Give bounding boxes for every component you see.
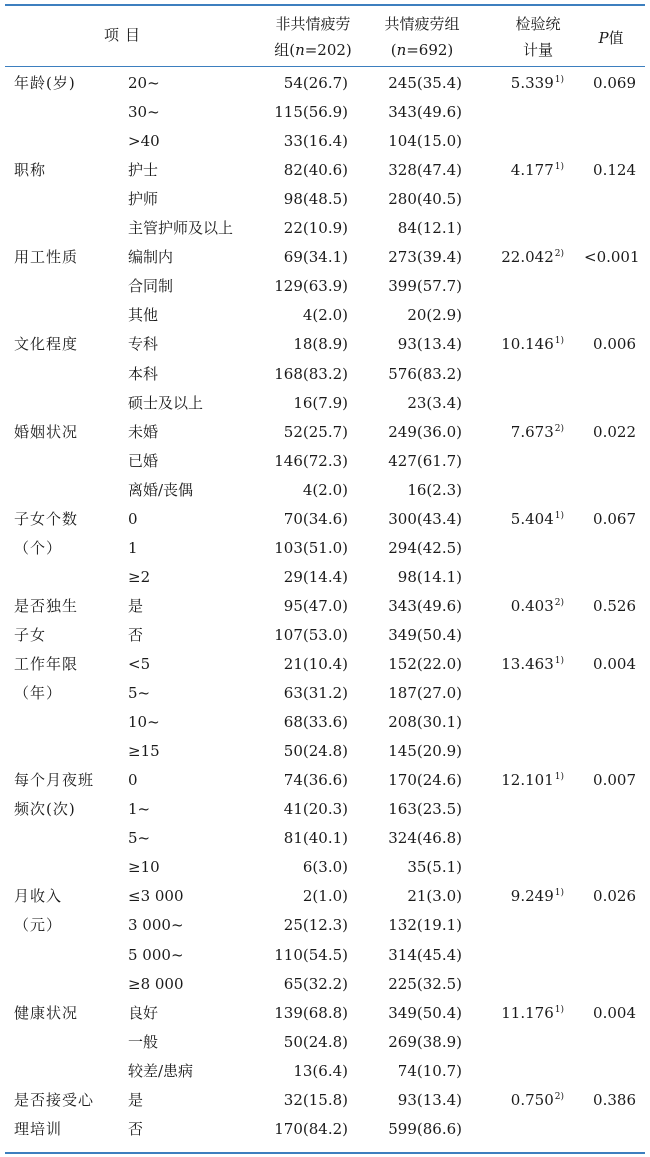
row-category: 较差/患病 (128, 1062, 194, 1080)
row-fatigue-count: 225(32.5) (388, 975, 462, 993)
row-test-statistic (492, 596, 564, 616)
header-item: 项目 (103, 26, 146, 44)
row-p-value: 0.004 (593, 1004, 636, 1022)
row-category: ≥10 (128, 858, 160, 876)
test-statistic-footnote: 1) (554, 511, 564, 521)
row-test-statistic (492, 73, 564, 93)
row-fatigue-count: 74(10.7) (397, 1062, 462, 1080)
row-category: ≥15 (128, 742, 160, 760)
row-non-fatigue-count: 168(83.2) (274, 365, 348, 383)
row-category: 5~ (128, 684, 151, 702)
table-header-rule (5, 66, 645, 67)
row-non-fatigue-count: 21(10.4) (283, 655, 348, 673)
row-category: 编制内 (128, 248, 174, 266)
row-non-fatigue-count: 32(15.8) (283, 1091, 348, 1109)
row-p-value: <0.001 (584, 248, 640, 266)
row-p-value: 0.006 (593, 335, 636, 353)
row-item-label: 子女 (14, 626, 47, 644)
row-fatigue-count: 104(15.0) (388, 132, 462, 150)
header-group2-line1: 共情疲劳组 (384, 15, 460, 33)
table-top-rule (5, 4, 645, 6)
row-fatigue-count: 20(2.9) (407, 306, 462, 324)
row-category: 1 (128, 539, 138, 557)
table-bottom-rule (5, 1152, 645, 1154)
row-category: 否 (128, 626, 144, 644)
test-statistic-value: 10.146 (501, 335, 554, 353)
row-non-fatigue-count: 13(6.4) (293, 1062, 348, 1080)
row-item-label: 理培训 (14, 1120, 63, 1138)
row-category: 良好 (128, 1004, 159, 1022)
row-non-fatigue-count: 54(26.7) (283, 74, 348, 92)
row-fatigue-count: 152(22.0) (388, 655, 462, 673)
row-fatigue-count: 599(86.6) (388, 1120, 462, 1138)
test-statistic-value: 11.176 (501, 1004, 554, 1022)
header-p-value (582, 28, 640, 48)
test-statistic-value: 7.673 (510, 423, 554, 441)
row-fatigue-count: 93(13.4) (397, 1091, 462, 1109)
row-category: 本科 (128, 365, 159, 383)
row-fatigue-count: 187(27.0) (388, 684, 462, 702)
header-group1-line2 (258, 40, 368, 60)
row-test-statistic (492, 1090, 564, 1110)
row-fatigue-count: 23(3.4) (407, 394, 462, 412)
row-fatigue-count: 324(46.8) (388, 829, 462, 847)
row-category: >40 (128, 132, 160, 150)
row-item-label: 文化程度 (14, 335, 79, 353)
row-non-fatigue-count: 139(68.8) (274, 1004, 348, 1022)
test-statistic-footnote: 1) (554, 336, 564, 346)
row-test-statistic (492, 334, 564, 354)
row-non-fatigue-count: 25(12.3) (283, 916, 348, 934)
row-fatigue-count: 427(61.7) (388, 452, 462, 470)
header-p-italic: P (598, 29, 609, 47)
test-statistic-value: 13.463 (501, 655, 554, 673)
row-non-fatigue-count: 50(24.8) (283, 742, 348, 760)
row-fatigue-count: 21(3.0) (407, 887, 462, 905)
row-category: 护师 (128, 190, 159, 208)
test-statistic-value: 5.339 (510, 74, 554, 92)
row-test-statistic (492, 886, 564, 906)
row-item-label: 健康状况 (14, 1004, 79, 1022)
row-item-label: 是否独生 (14, 597, 79, 615)
test-statistic-footnote: 1) (554, 772, 564, 782)
row-item-label: 子女个数 (14, 510, 79, 528)
row-category: 3 000~ (128, 916, 184, 934)
row-p-value: 0.526 (593, 597, 636, 615)
row-fatigue-count: 576(83.2) (388, 365, 462, 383)
header-group1-line1: 非共情疲劳 (275, 15, 351, 33)
row-non-fatigue-count: 6(3.0) (302, 858, 348, 876)
row-category: 硕士及以上 (128, 394, 204, 412)
row-category: 30~ (128, 103, 160, 121)
row-category: ≥2 (128, 568, 151, 586)
row-non-fatigue-count: 82(40.6) (283, 161, 348, 179)
header-group2-n: n (396, 41, 407, 59)
row-non-fatigue-count: 52(25.7) (283, 423, 348, 441)
row-item-label: 年龄(岁) (14, 74, 76, 92)
row-fatigue-count: 343(49.6) (388, 597, 462, 615)
test-statistic-footnote: 1) (554, 1005, 564, 1015)
row-item-label: 月收入 (14, 887, 63, 905)
row-fatigue-count: 249(36.0) (388, 423, 462, 441)
row-non-fatigue-count: 129(63.9) (274, 277, 348, 295)
row-p-value: 0.026 (593, 887, 636, 905)
row-fatigue-count: 300(43.4) (388, 510, 462, 528)
row-category: <5 (128, 655, 151, 673)
header-group1-n: n (295, 41, 305, 59)
row-p-value: 0.004 (593, 655, 636, 673)
row-non-fatigue-count: 107(53.0) (274, 626, 348, 644)
row-category: ≥8 000 (128, 975, 184, 993)
row-category: 未婚 (128, 423, 159, 441)
row-non-fatigue-count: 16(7.9) (293, 394, 348, 412)
row-test-statistic (492, 160, 564, 180)
row-non-fatigue-count: 170(84.2) (274, 1120, 348, 1138)
test-statistic-footnote: 2) (554, 424, 564, 434)
row-category: 否 (128, 1120, 144, 1138)
row-non-fatigue-count: 95(47.0) (283, 597, 348, 615)
row-item-label: 频次(次) (14, 800, 76, 818)
test-statistic-footnote: 1) (554, 888, 564, 898)
row-category: 合同制 (128, 277, 174, 295)
row-non-fatigue-count: 4(2.0) (302, 481, 348, 499)
row-fatigue-count: 273(39.4) (388, 248, 462, 266)
row-fatigue-count: 145(20.9) (388, 742, 462, 760)
test-statistic-footnote: 1) (554, 656, 564, 666)
row-category: 护士 (128, 161, 159, 179)
row-non-fatigue-count: 29(14.4) (283, 568, 348, 586)
row-fatigue-count: 328(47.4) (388, 161, 462, 179)
row-fatigue-count: 170(24.6) (388, 771, 462, 789)
row-category: 5 000~ (128, 946, 184, 964)
test-statistic-value: 0.750 (510, 1091, 554, 1109)
row-non-fatigue-count: 65(32.2) (283, 975, 348, 993)
row-category: 专科 (128, 335, 159, 353)
row-item-label: 是否接受心 (14, 1091, 95, 1109)
row-non-fatigue-count: 2(1.0) (302, 887, 348, 905)
row-item-label: 工作年限 (14, 655, 79, 673)
row-fatigue-count: 93(13.4) (397, 335, 462, 353)
header-group1-prefix: 组( (274, 41, 296, 59)
test-statistic-footnote: 2) (554, 598, 564, 608)
row-fatigue-count: 343(49.6) (388, 103, 462, 121)
row-non-fatigue-count: 115(56.9) (274, 103, 348, 121)
test-statistic-value: 5.404 (510, 510, 554, 528)
row-fatigue-count: 294(42.5) (388, 539, 462, 557)
row-item-label: （元） (14, 916, 63, 934)
test-statistic-value: 22.042 (501, 248, 554, 266)
row-category: 是 (128, 597, 144, 615)
row-item-label: 用工性质 (14, 248, 79, 266)
row-fatigue-count: 399(57.7) (388, 277, 462, 295)
row-fatigue-count: 84(12.1) (397, 219, 462, 237)
row-category: 5~ (128, 829, 151, 847)
row-category: 20~ (128, 74, 160, 92)
row-fatigue-count: 314(45.4) (388, 946, 462, 964)
row-category: 已婚 (128, 452, 159, 470)
header-group2-prefix: ( (390, 41, 397, 59)
row-non-fatigue-count: 74(36.6) (283, 771, 348, 789)
row-fatigue-count: 132(19.1) (388, 916, 462, 934)
row-item-label: （个） (14, 539, 63, 557)
row-p-value: 0.067 (593, 510, 636, 528)
row-p-value: 0.386 (593, 1091, 636, 1109)
row-test-statistic (492, 1003, 564, 1023)
row-non-fatigue-count: 146(72.3) (274, 452, 348, 470)
row-item-label: 职称 (14, 161, 47, 179)
row-test-statistic (492, 770, 564, 790)
header-group2-suffix: =692) (406, 41, 454, 59)
test-statistic-footnote: 1) (554, 162, 564, 172)
row-fatigue-count: 163(23.5) (388, 800, 462, 818)
row-non-fatigue-count: 110(54.5) (274, 946, 348, 964)
test-statistic-value: 12.101 (501, 771, 554, 789)
row-category: 离婚/丧偶 (128, 481, 194, 499)
row-fatigue-count: 16(2.3) (407, 481, 462, 499)
row-fatigue-count: 349(50.4) (388, 626, 462, 644)
row-fatigue-count: 208(30.1) (388, 713, 462, 731)
row-non-fatigue-count: 41(20.3) (283, 800, 348, 818)
test-statistic-value: 4.177 (510, 161, 554, 179)
row-p-value: 0.022 (593, 423, 636, 441)
row-non-fatigue-count: 4(2.0) (302, 306, 348, 324)
row-fatigue-count: 269(38.9) (388, 1033, 462, 1051)
row-category: 1~ (128, 800, 151, 818)
row-non-fatigue-count: 22(10.9) (283, 219, 348, 237)
test-statistic-footnote: 1) (554, 75, 564, 85)
header-group2-line2 (372, 40, 472, 60)
row-test-statistic (492, 422, 564, 442)
row-item-label: 婚姻状况 (14, 423, 79, 441)
row-non-fatigue-count: 50(24.8) (283, 1033, 348, 1051)
row-fatigue-count: 35(5.1) (407, 858, 462, 876)
header-stat-line1: 检验统 (515, 15, 561, 33)
row-non-fatigue-count: 18(8.9) (293, 335, 348, 353)
header-group1-suffix: =202) (304, 41, 352, 59)
row-p-value: 0.124 (593, 161, 636, 179)
row-category: 主管护师及以上 (128, 219, 234, 237)
row-p-value: 0.007 (593, 771, 636, 789)
row-category: 一般 (128, 1033, 159, 1051)
row-non-fatigue-count: 69(34.1) (283, 248, 348, 266)
row-category: ≤3 000 (128, 887, 184, 905)
row-non-fatigue-count: 68(33.6) (283, 713, 348, 731)
row-non-fatigue-count: 33(16.4) (283, 132, 348, 150)
row-category: 0 (128, 510, 138, 528)
row-fatigue-count: 280(40.5) (388, 190, 462, 208)
row-fatigue-count: 349(50.4) (388, 1004, 462, 1022)
test-statistic-footnote: 2) (554, 249, 564, 259)
row-category: 是 (128, 1091, 144, 1109)
row-test-statistic (492, 247, 564, 267)
row-non-fatigue-count: 98(48.5) (283, 190, 348, 208)
row-fatigue-count: 98(14.1) (397, 568, 462, 586)
row-category: 其他 (128, 306, 159, 324)
row-test-statistic (492, 654, 564, 674)
header-p-label: 值 (608, 29, 624, 47)
row-item-label: （年） (14, 684, 63, 702)
row-p-value: 0.069 (593, 74, 636, 92)
row-fatigue-count: 245(35.4) (388, 74, 462, 92)
test-statistic-value: 9.249 (510, 887, 554, 905)
row-test-statistic (492, 509, 564, 529)
row-non-fatigue-count: 81(40.1) (283, 829, 348, 847)
header-stat-line2: 计量 (522, 41, 553, 59)
row-category: 0 (128, 771, 138, 789)
test-statistic-value: 0.403 (510, 597, 554, 615)
row-non-fatigue-count: 70(34.6) (283, 510, 348, 528)
row-category: 10~ (128, 713, 160, 731)
row-item-label: 每个月夜班 (14, 771, 95, 789)
test-statistic-footnote: 2) (554, 1092, 564, 1102)
row-non-fatigue-count: 63(31.2) (283, 684, 348, 702)
row-non-fatigue-count: 103(51.0) (274, 539, 348, 557)
